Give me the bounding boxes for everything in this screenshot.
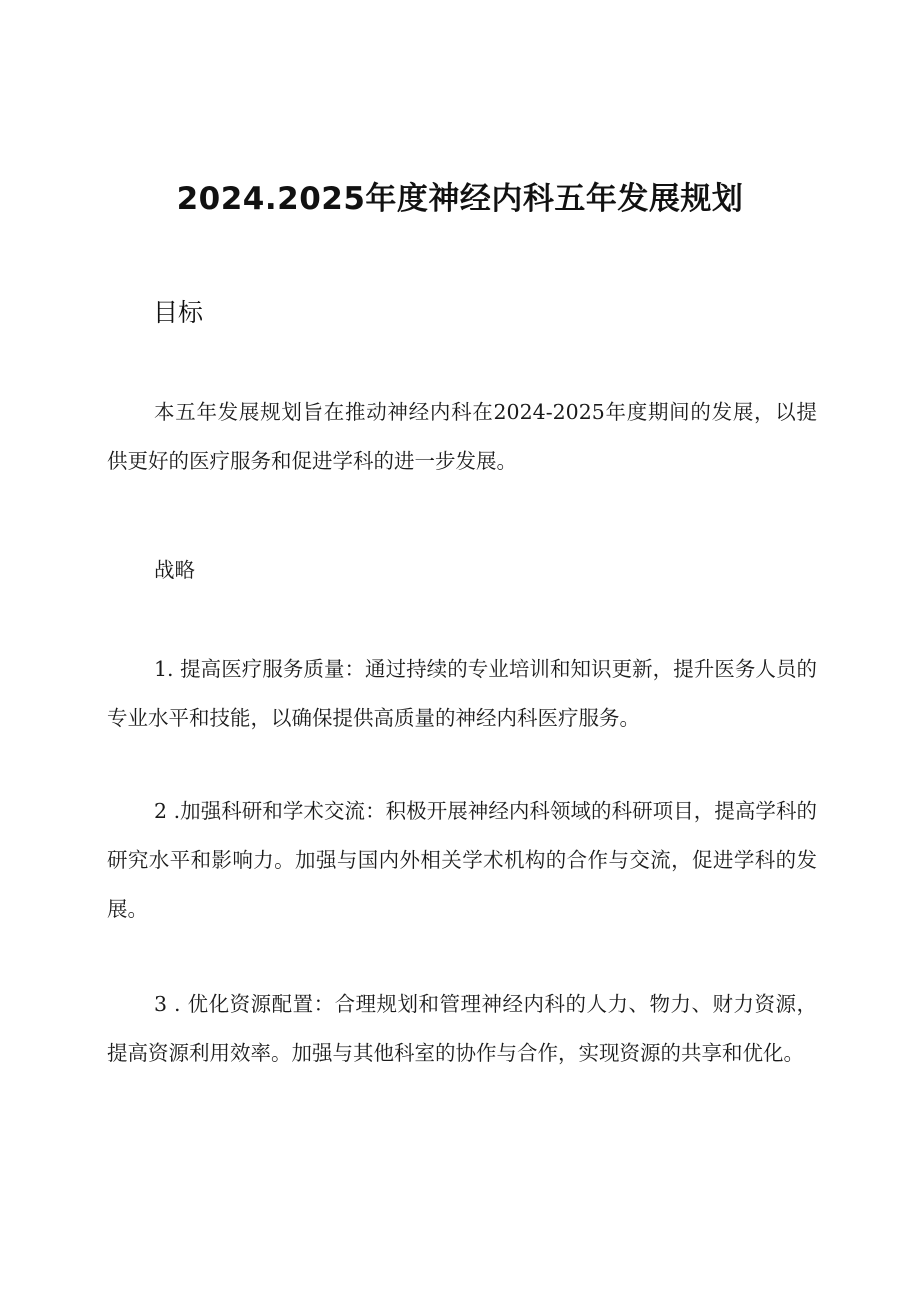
strategy-item-3: 3 . 优化资源配置：合理规划和管理神经内科的人力、物力、财力资源，提高资源利用效率。加强与其他科室的协作与合作，实现资源的共享和优化。 [107,992,817,1065]
document-title: 2024.2025年度神经内科五年发展规划 [176,181,744,217]
goal-heading: 目标 [153,298,204,327]
strategy-item-2: 2 .加强科研和学术交流：积极开展神经内科领域的科研项目，提高学科的研究水平和影响力。加强与国内外相关学术机构的合作与交流，促进学科的发展。 [107,799,817,921]
strategy-heading: 战略 [154,558,195,582]
strategy-item-1: 1. 提高医疗服务质量：通过持续的专业培训和知识更新，提升医务人员的专业水平和技能，以确保提供高质量的神经内科医疗服务。 [107,657,817,730]
goal-paragraph: 本五年发展规划旨在推动神经内科在2024-2025年度期间的发展，以提供更好的医疗服务和促进学科的进一步发展。 [107,400,817,473]
